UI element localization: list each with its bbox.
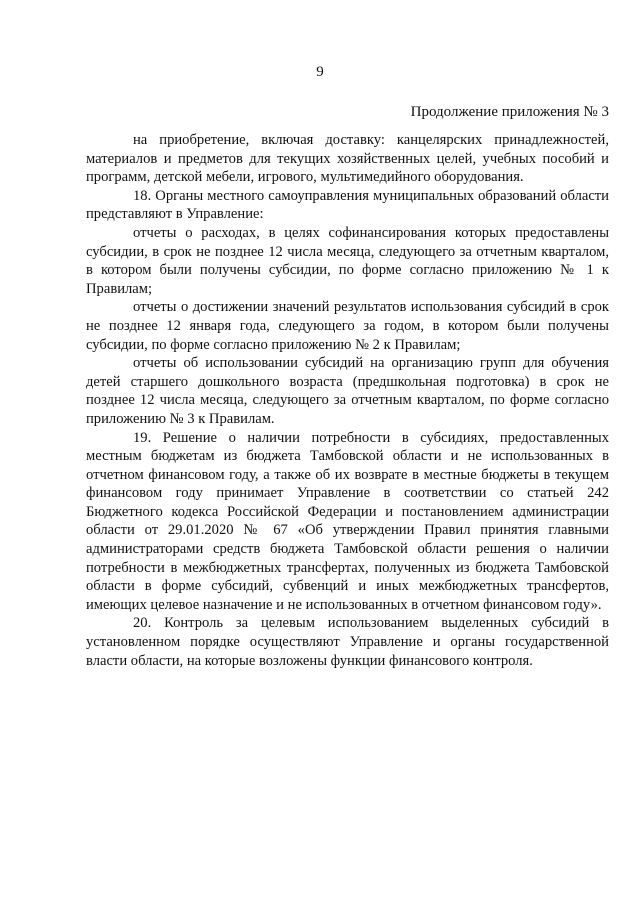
paragraph-20: 20. Контроль за целевым использованием выделенных субсидий в установленном порядке осуществляют Управление и органы государственной власти области, на которые возложены функции финансового контроля. [86,615,609,669]
paragraph-18-expense-reports: отчеты о расходах, в целях софинансирования которых предоставлены субсидии, в срок не позднее 12 числа месяца, следующего за отчетным кварталом, в котором были получены субсидии, по форме согласно приложению № 1 к Правилам; [86,224,609,297]
document-body [86,131,609,670]
paragraph-18-results-reports: отчеты о достижении значений результатов использования субсидий в срок не позднее 12 января года, следующего за годом, в котором были получены субсидии, по форме согласно приложению № 2 к Правилам; [86,299,609,353]
page-number: 9 [316,64,324,80]
paragraph-18: 18. Органы местного самоуправления муниципальных образований области представляют в Управление: [86,187,609,223]
paragraph-18-preschool-reports: отчеты об использовании субсидий на организацию групп для обучения детей старшего дошкольного возраста (предшкольная подготовка) в срок не позднее 12 числа месяца, следующего за отчетным кварталом, по форме согласно приложению № 3 к Правилам. [86,355,609,427]
appendix-continuation-header: Продолжение приложения № 3 [410,104,609,120]
paragraph-17-continuation: на приобретение, включая доставку: канцелярских принадлежностей, материалов и предметов для текущих хозяйственных целей, учебных пособий и программ, детской мебели, игрового, мультимедийного оборудования. [86,132,609,186]
paragraph-19: 19. Решение о наличии потребности в субсидиях, предоставленных местным бюджетам из бюджета Тамбовской области и не использованных в отчетном финансовом году, а также об их возврате в местные бюджеты в текущем финансовом году принимает Управление в соответствии со статьей 242 Бюджетного кодекса Российской Федерации и постановлением администрации области от 29.01.2020 № 67 «Об утверждении Правил принятия главными администраторами средств бюджета Тамбовской области решения о наличии потребности в межбюджетных трансфертах, полученных из бюджета Тамбовской области в форме субсидий, субвенций и иных межбюджетных трансфертов, имеющих целевое назначение и не использованных в отчетном финансовом году». [86,429,609,613]
